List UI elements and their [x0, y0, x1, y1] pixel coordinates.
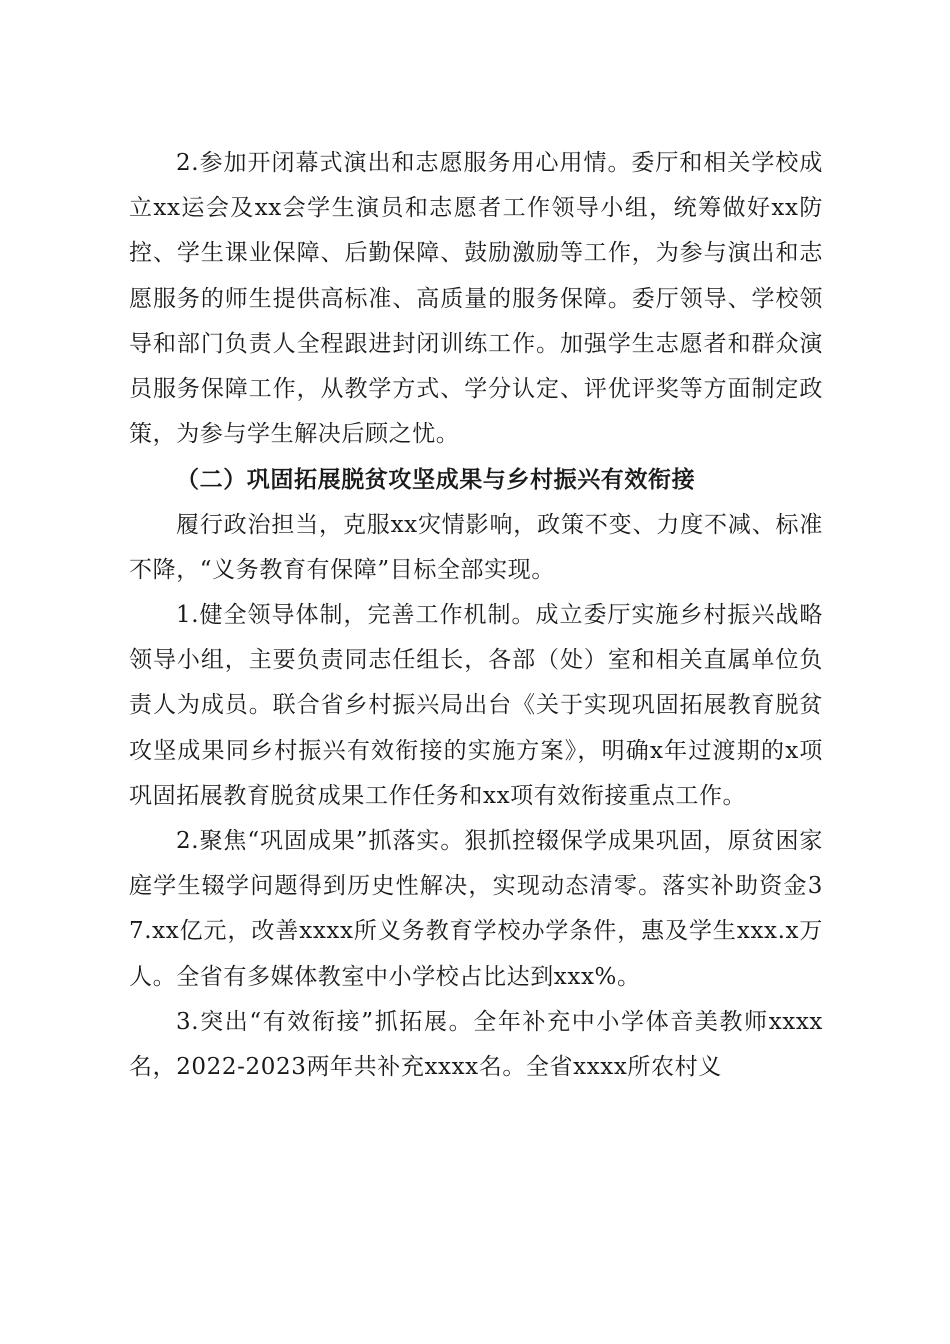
document-body — [129, 141, 823, 1090]
paragraph-political-responsibility: 履行政治担当，克服xx灾情影响，政策不变、力度不减、标准不降，“义务教育有保障”目标全部实现。 — [129, 511, 823, 583]
paragraph-opening-ceremony-volunteers: 2.参加开闭幕式演出和志愿服务用心用情。委厅和相关学校成立xx运会及xx会学生演员和志愿者工作领导小组，统筹做好xx防控、学生课业保障、后勤保障、鼓励激励等工作，为参与演出和志愿服务的师生提供高标准、高质量的服务保障。委厅领导、学校领导和部门负责人全程跟进封闭训练工作。加强学生志愿者和群众演员服务保障工作，从教学方式、学分认定、评优评奖等方面制定政策，为参与学生解决后顾之忧。 — [129, 150, 823, 448]
paragraph-effective-connection: 3.突出“有效衔接”抓拓展。全年补充中小学体音美教师xxxx名，2022-2023两年共补充xxxx名。全省xxxx所农村义 — [129, 1008, 823, 1081]
paragraph-consolidate-results: 2.聚焦“巩固成果”抓落实。狠抓控辍保学成果巩固，原贫困家庭学生辍学问题得到历史性解决，实现动态清零。落实补助资金37.xx亿元，改善xxxx所义务教育学校办学条件，惠及学生xxx.x万人。全省有多媒体教室中小学校占比达到xxx%。 — [129, 828, 823, 990]
paragraph-leadership-system: 1.健全领导体制，完善工作机制。成立委厅实施乡村振兴战略领导小组，主要负责同志任组长，各部（处）室和相关直属单位负责人为成员。联合省乡村振兴局出台《关于实现巩固拓展教育脱贫攻坚成果同乡村振兴有效衔接的实施方案》，明确x年过渡期的x项巩固拓展教育脱贫成果工作任务和xx项有效衔接重点工作。 — [129, 602, 823, 809]
section-heading-rural-revitalization: （二）巩固拓展脱贫攻坚成果与乡村振兴有效衔接 — [176, 466, 696, 494]
